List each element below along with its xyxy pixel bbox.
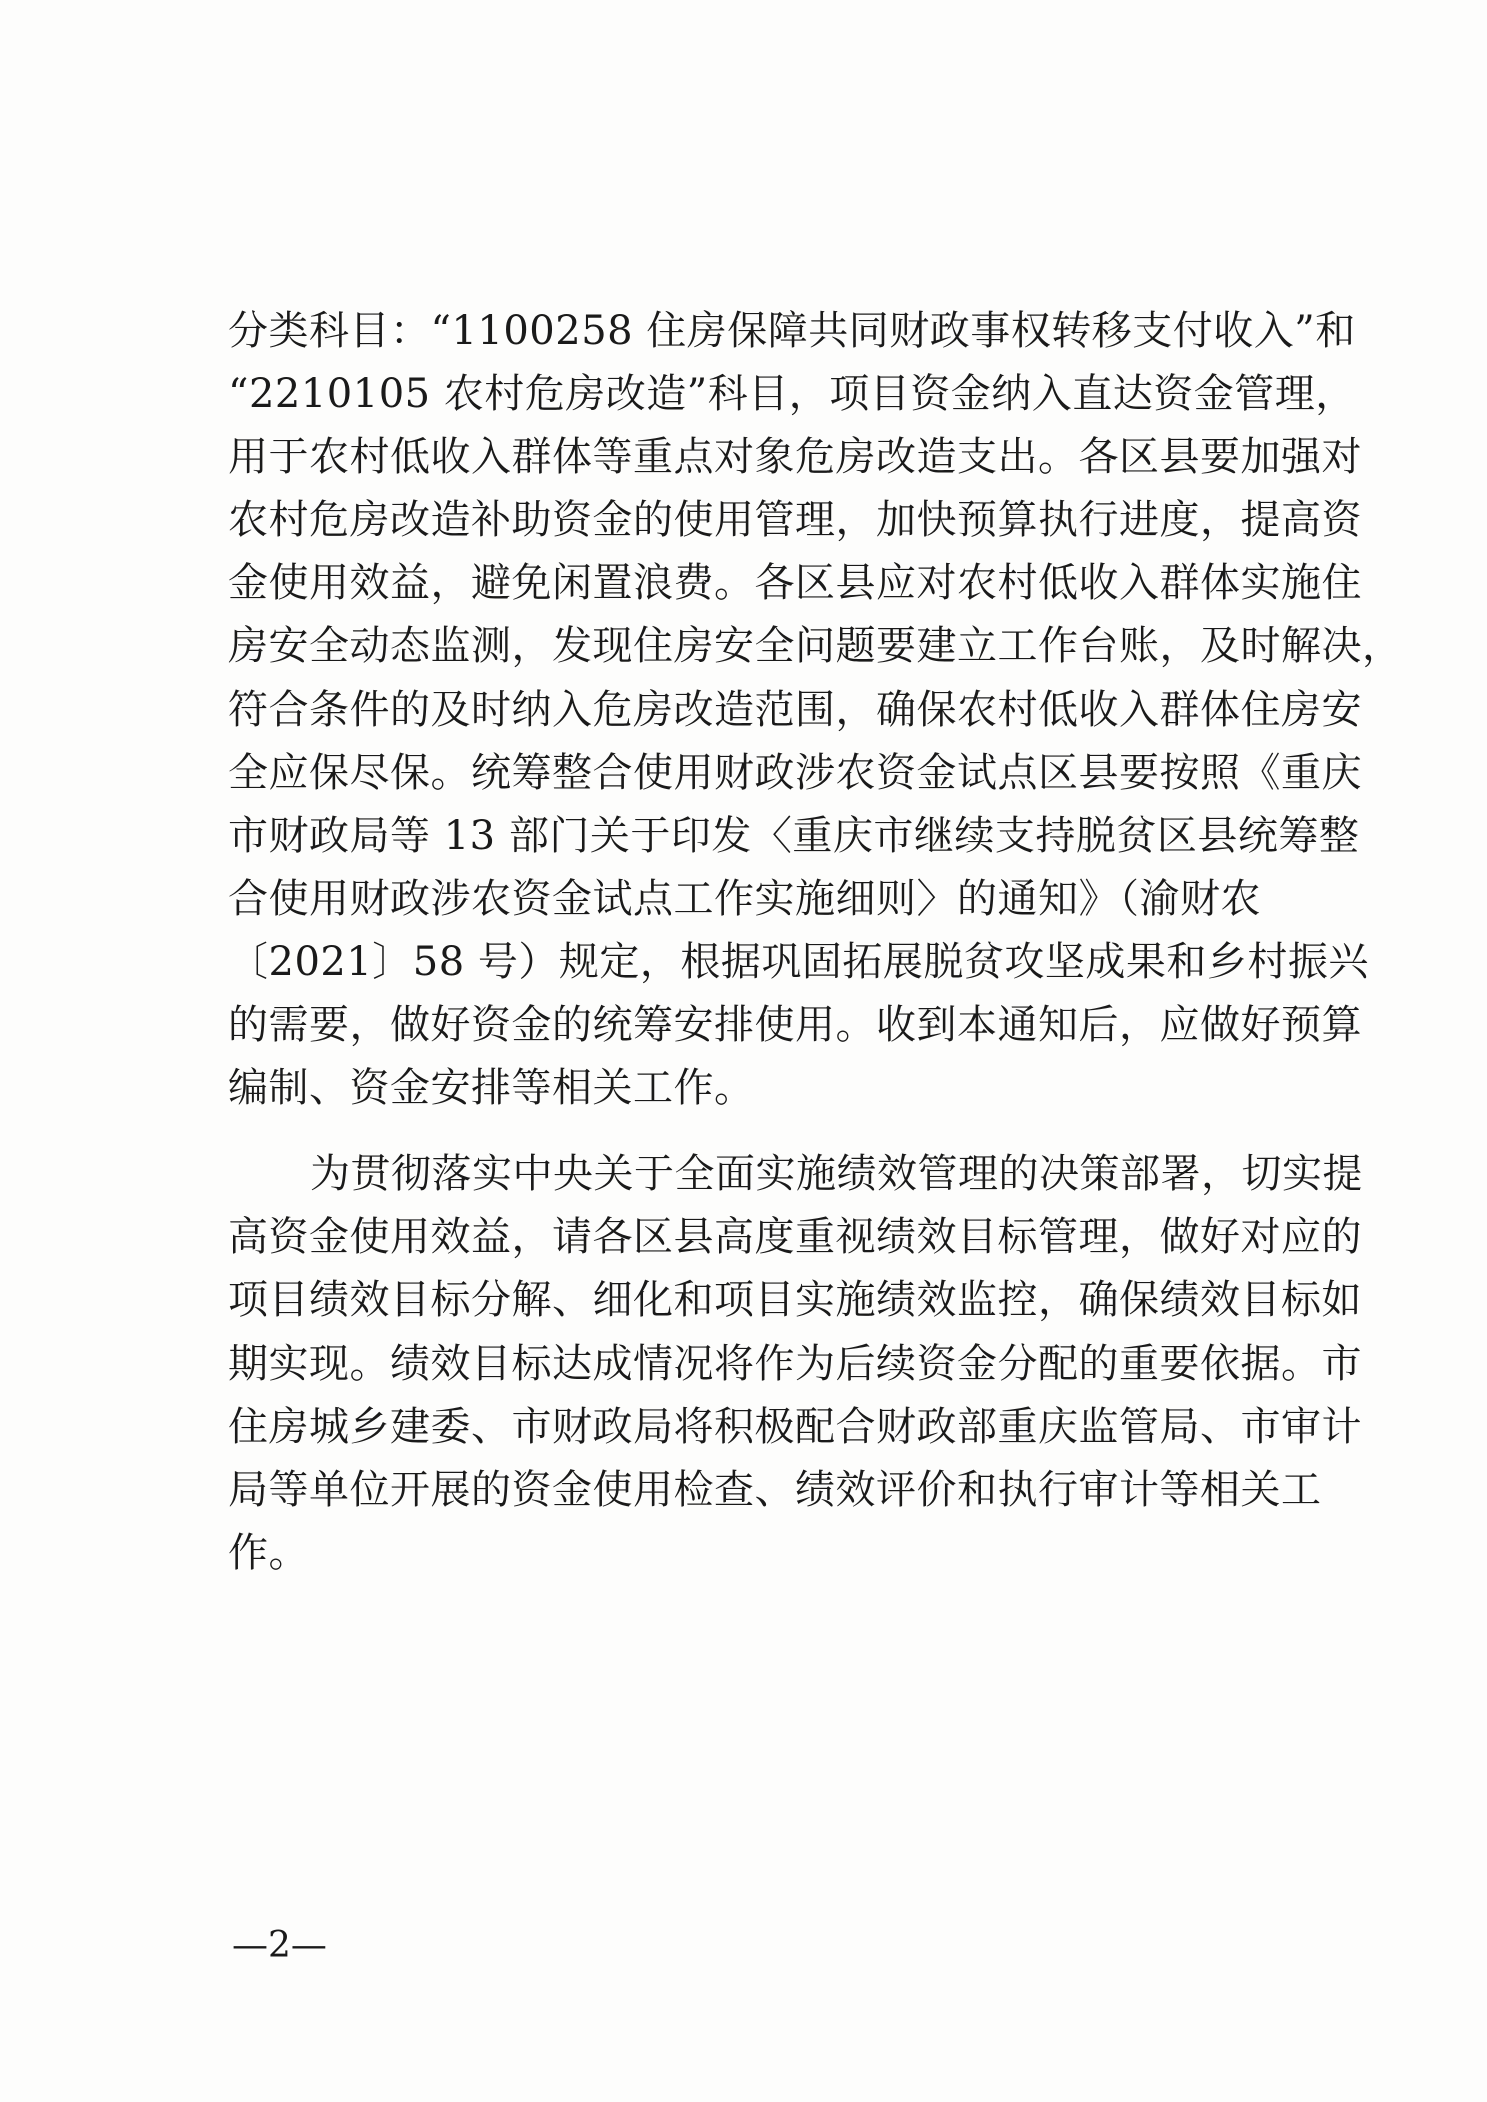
- text-line: 符合条件的及时纳入危房改造范围，确保农村低收入群体住房安: [228, 686, 1362, 733]
- text-line: 房安全动态监测，发现住房安全问题要建立工作台账，及时解决，: [228, 623, 1403, 670]
- text-line: 为贯彻落实中央关于全面实施绩效管理的决策部署，切实提: [310, 1151, 1363, 1198]
- text-line: 编制、资金安排等相关工作。: [228, 1065, 755, 1112]
- text-line: 住房城乡建委、市财政局将积极配合财政部重庆监管局、市审计: [228, 1403, 1362, 1450]
- text-line: 期实现。绩效目标达成情况将作为后续资金分配的重要依据。市: [228, 1340, 1362, 1387]
- text-line: 项目绩效目标分解、细化和项目实施绩效监控，确保绩效目标如: [228, 1277, 1362, 1324]
- text-line: 作。: [228, 1529, 309, 1576]
- text-line: 金使用效益，避免闲置浪费。各区县应对农村低收入群体实施住: [228, 560, 1362, 607]
- paragraph-gap: [228, 1120, 1280, 1143]
- text-line: 〔2021〕58 号）规定，根据巩固拓展脱贫攻坚成果和乡村振兴: [228, 938, 1369, 985]
- page-number: —2—: [232, 1925, 327, 1966]
- text-line: 用于农村低收入群体等重点对象危房改造支出。各区县要加强对: [228, 434, 1362, 481]
- text-line: 分类科目：“1100258 住房保障共同财政事权转移支付收入”和: [228, 308, 1356, 354]
- text-line: “2210105 农村危房改造”科目，项目资金纳入直达资金管理，: [228, 371, 1356, 418]
- text-line: 的需要，做好资金的统筹安排使用。收到本通知后，应做好预算: [228, 1002, 1362, 1049]
- text-line: 农村危房改造补助资金的使用管理，加快预算执行进度，提高资: [228, 497, 1362, 544]
- text-line: 高资金使用效益，请各区县高度重视绩效目标管理，做好对应的: [228, 1214, 1362, 1261]
- text-line: 市财政局等 13 部门关于印发〈重庆市继续支持脱贫区县统筹整: [228, 812, 1360, 859]
- text-line: 全应保尽保。统筹整合使用财政涉农资金试点区县要按照《重庆: [228, 749, 1362, 796]
- text-line: 合使用财政涉农资金试点工作实施细则〉的通知》（渝财农: [228, 875, 1261, 922]
- text-line: 局等单位开展的资金使用检查、绩效评价和执行审计等相关工: [228, 1466, 1322, 1513]
- body-text: [228, 300, 1403, 1585]
